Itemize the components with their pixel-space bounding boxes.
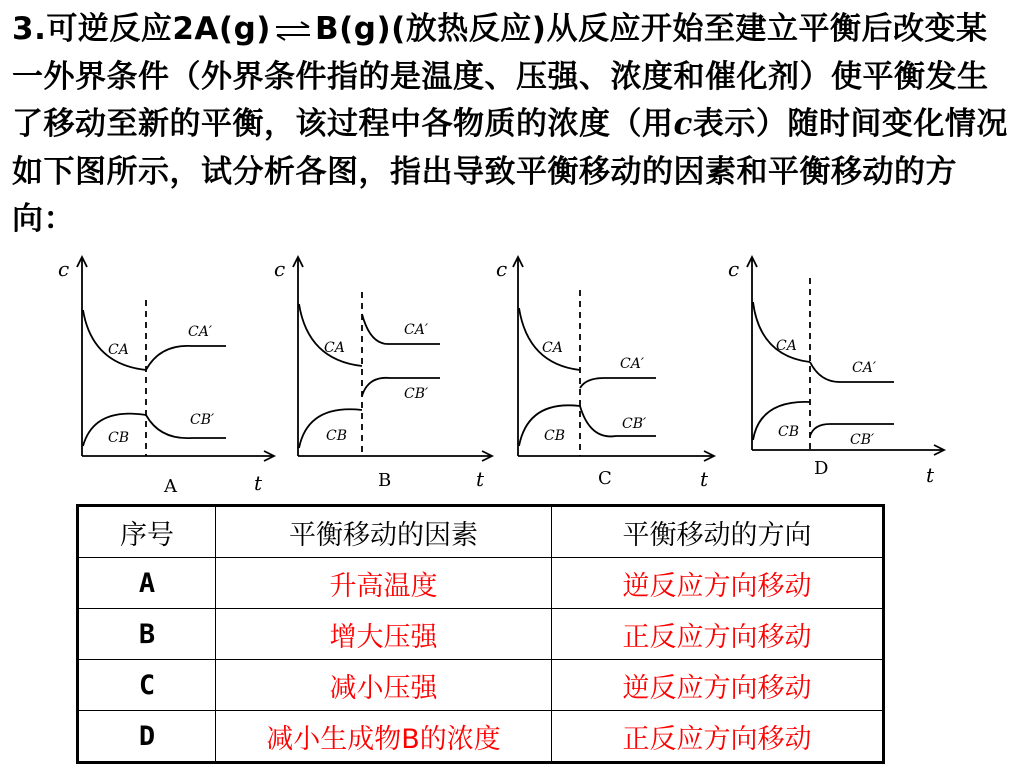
- curve-ca-new: [146, 346, 226, 370]
- row-factor: 减小压强: [216, 660, 552, 711]
- row-direction: 逆反应方向移动: [552, 558, 884, 609]
- graph-b: [270, 252, 502, 498]
- question-part1: 可逆反应2A(g): [46, 11, 271, 47]
- curve-ca: [519, 308, 580, 370]
- label-ca: CA: [776, 338, 797, 354]
- y-axis-label: c: [58, 257, 70, 281]
- answer-table: [76, 504, 885, 764]
- graph-caption: B: [378, 470, 392, 491]
- x-axis-label: t: [476, 467, 485, 491]
- x-axis-label: t: [254, 471, 263, 495]
- table-row: [78, 558, 884, 609]
- table-row: [78, 609, 884, 660]
- row-direction: 正反应方向移动: [552, 609, 884, 660]
- x-axis-label: t: [926, 463, 935, 487]
- row-factor: 升高温度: [216, 558, 552, 609]
- question-part2: B(g)(放热反应)从反应开始至建立平衡后改变某一外界条件（外界条件指的是温度、压强、浓度和催化剂）使平衡发生了移动至新的平衡，该过程中各物质的浓度（用: [12, 11, 989, 142]
- table-row: [78, 660, 884, 711]
- question-text: [12, 6, 1016, 244]
- header-id: 序号: [78, 506, 216, 558]
- graph-d: [722, 252, 954, 498]
- x-axis-label: t: [700, 467, 709, 491]
- curve-ca: [299, 304, 362, 366]
- row-id: D: [78, 711, 216, 763]
- curve-ca-new: [362, 314, 440, 344]
- label-cb-new: CB′: [190, 412, 215, 428]
- label-cb-new: CB′: [404, 386, 429, 402]
- label-ca-new: CA′: [852, 360, 877, 376]
- table-header-row: [78, 506, 884, 558]
- y-axis-label: c: [496, 257, 508, 281]
- graph-caption: D: [814, 458, 829, 479]
- label-ca-new: CA′: [620, 356, 645, 372]
- row-direction: 正反应方向移动: [552, 711, 884, 763]
- label-ca: CA: [108, 342, 129, 358]
- y-axis-label: c: [728, 257, 740, 281]
- curve-cb-new: [362, 378, 440, 396]
- label-ca: CA: [542, 340, 563, 356]
- label-cb-new: CB′: [850, 432, 875, 448]
- question-part3: 表示）随时间变化情况如下图所示，试分析各图，指出导致平衡移动的因素和平衡移动的方向：: [12, 106, 1008, 237]
- row-id: C: [78, 660, 216, 711]
- row-id: B: [78, 609, 216, 660]
- curve-ca: [83, 310, 146, 370]
- header-factor: 平衡移动的因素: [216, 506, 552, 558]
- row-factor: 减小生成物B的浓度: [216, 711, 552, 763]
- concentration-symbol: c: [673, 106, 693, 142]
- graph-c: [492, 252, 724, 498]
- label-cb: CB: [108, 430, 129, 446]
- graph-caption: A: [164, 476, 177, 497]
- label-ca-new: CA′: [404, 322, 429, 338]
- graph-a: [52, 252, 284, 498]
- y-axis-label: c: [274, 257, 286, 281]
- row-factor: 增大压强: [216, 609, 552, 660]
- graph-caption: C: [598, 468, 612, 489]
- table-row: [78, 711, 884, 763]
- header-direction: 平衡移动的方向: [552, 506, 884, 558]
- label-ca-new: CA′: [188, 324, 213, 340]
- label-cb: CB: [778, 424, 799, 440]
- row-id: A: [78, 558, 216, 609]
- row-direction: 逆反应方向移动: [552, 660, 884, 711]
- label-cb: CB: [544, 428, 565, 444]
- reversible-arrows-icon: [274, 20, 312, 42]
- label-cb: CB: [326, 428, 347, 444]
- label-ca: CA: [324, 340, 345, 356]
- question-number: 3.: [12, 11, 47, 47]
- label-cb-new: CB′: [622, 416, 647, 432]
- curve-ca-new: [580, 378, 656, 388]
